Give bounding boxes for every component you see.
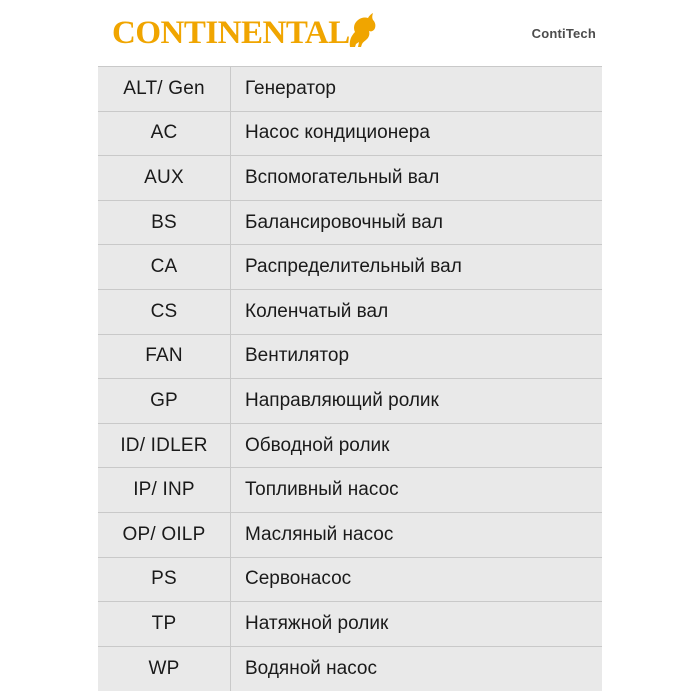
horse-logo-icon — [344, 11, 378, 49]
table-row — [98, 468, 602, 513]
row-description: Генератор — [231, 67, 602, 111]
row-description: Топливный насос — [231, 468, 602, 512]
abbreviation-table — [98, 67, 602, 691]
row-description: Натяжной ролик — [231, 602, 602, 646]
row-description: Обводной ролик — [231, 424, 602, 468]
row-code: IP/ INP — [98, 468, 231, 512]
row-code: GP — [98, 379, 231, 423]
row-description: Балансировочный вал — [231, 201, 602, 245]
row-code: CA — [98, 245, 231, 289]
table-row — [98, 245, 602, 290]
row-description: Коленчатый вал — [231, 290, 602, 334]
table-row — [98, 290, 602, 335]
table-row — [98, 647, 602, 692]
row-code: AC — [98, 112, 231, 156]
table-row — [98, 335, 602, 380]
row-code: FAN — [98, 335, 231, 379]
table-row — [98, 558, 602, 603]
table-row — [98, 424, 602, 469]
table-row — [98, 513, 602, 558]
row-code: CS — [98, 290, 231, 334]
row-code: BS — [98, 201, 231, 245]
sub-brand-label: ContiTech — [531, 25, 596, 41]
row-description: Сервонасос — [231, 558, 602, 602]
row-description: Водяной насос — [231, 647, 602, 692]
row-description: Насос кондиционера — [231, 112, 602, 156]
logo — [98, 14, 378, 52]
table-row — [98, 379, 602, 424]
row-description: Направляющий ролик — [231, 379, 602, 423]
table-row — [98, 156, 602, 201]
table-row — [98, 112, 602, 157]
table-row — [98, 67, 602, 112]
row-description: Вентилятор — [231, 335, 602, 379]
row-code: WP — [98, 647, 231, 692]
row-code: ID/ IDLER — [98, 424, 231, 468]
row-code: TP — [98, 602, 231, 646]
row-description: Масляный насос — [231, 513, 602, 557]
row-code: ALT/ Gen — [98, 67, 231, 111]
table-row — [98, 201, 602, 246]
table-row — [98, 602, 602, 647]
row-description: Вспомогательный вал — [231, 156, 602, 200]
brand-wordmark: CONTINENTAL — [112, 14, 350, 51]
row-description: Распределительный вал — [231, 245, 602, 289]
row-code: PS — [98, 558, 231, 602]
row-code: AUX — [98, 156, 231, 200]
row-code: OP/ OILP — [98, 513, 231, 557]
brand-header — [98, 0, 602, 67]
